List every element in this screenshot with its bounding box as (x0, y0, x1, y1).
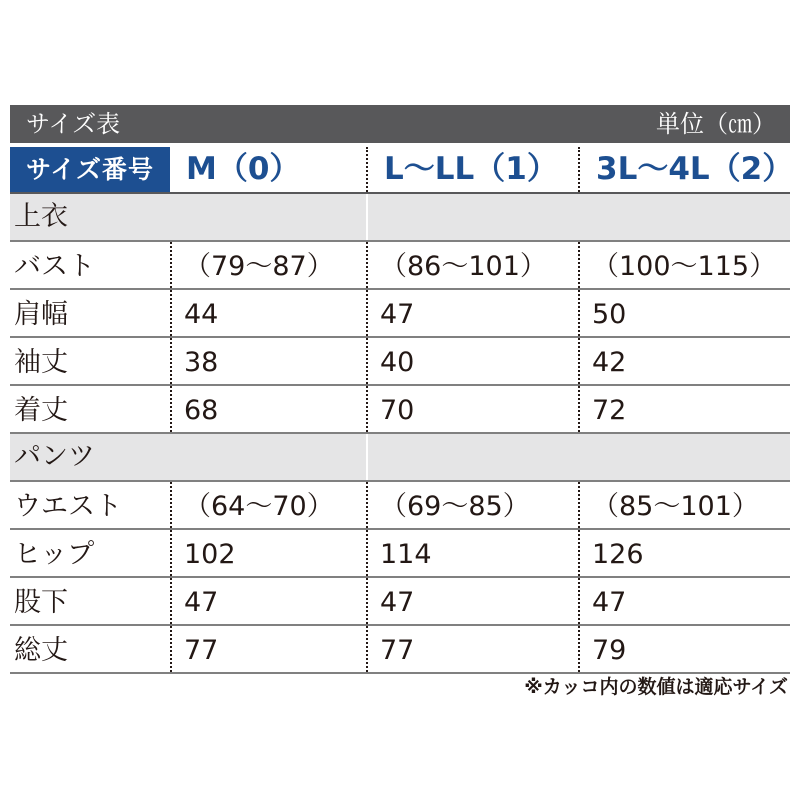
cell-value: 72 (578, 386, 790, 432)
footnote: ※カッコ内の数値は適応サイズ (524, 676, 788, 698)
cell-value: 77 (170, 626, 366, 672)
table-row (10, 530, 790, 578)
row-label: ウエスト (14, 491, 122, 522)
section-label: 上衣 (14, 201, 68, 232)
cell-value: 42 (578, 338, 790, 384)
cell-value: （100〜115） (578, 242, 790, 288)
size-table-body (10, 194, 790, 674)
cell-value: 70 (366, 386, 578, 432)
row-label: 袖丈 (14, 347, 68, 378)
table-title: サイズ表 (26, 110, 121, 138)
cell-value: （86〜101） (366, 242, 578, 288)
cell-value: （85〜101） (578, 482, 790, 528)
row-label: ヒップ (14, 539, 95, 570)
row-label: 股下 (14, 587, 68, 618)
cell-value: 126 (578, 530, 790, 576)
table-row (10, 242, 790, 290)
cell-value: 40 (366, 338, 578, 384)
table-row (10, 386, 790, 434)
row-label: バスト (14, 251, 95, 282)
row-label: 肩幅 (14, 299, 68, 330)
cell-value: （69〜85） (366, 482, 578, 528)
cell-value: 47 (366, 578, 578, 624)
row-label: 総丈 (14, 635, 68, 666)
table-row (10, 482, 790, 530)
cell-value: 38 (170, 338, 366, 384)
cell-value: 79 (578, 626, 790, 672)
cell-value: （64〜70） (170, 482, 366, 528)
size-column-l-ll: L〜LL（1） (366, 147, 596, 192)
section-divider (366, 194, 368, 240)
title-bar (10, 105, 790, 143)
size-header-row (10, 147, 794, 194)
unit-label: 単位（㎝） (656, 110, 776, 138)
cell-value: 47 (366, 290, 578, 336)
cell-value: （79〜87） (170, 242, 366, 288)
table-row (10, 626, 790, 674)
section-row-top (10, 194, 790, 242)
cell-value: 68 (170, 386, 366, 432)
cell-value: 77 (366, 626, 578, 672)
cell-value: 47 (170, 578, 366, 624)
table-row (10, 290, 790, 338)
cell-value: 50 (578, 290, 790, 336)
table-row (10, 338, 790, 386)
section-divider (366, 434, 368, 480)
cell-value: 102 (170, 530, 366, 576)
section-label: パンツ (14, 441, 95, 472)
row-label: 着丈 (14, 395, 68, 426)
cell-value: 114 (366, 530, 578, 576)
table-row (10, 578, 790, 626)
section-row-pants (10, 434, 790, 482)
size-number-label: サイズ番号 (10, 147, 170, 192)
size-column-3l-4l: 3L〜4L（2） (578, 147, 792, 192)
cell-value: 44 (170, 290, 366, 336)
cell-value: 47 (578, 578, 790, 624)
size-column-m: M（0） (186, 151, 301, 187)
